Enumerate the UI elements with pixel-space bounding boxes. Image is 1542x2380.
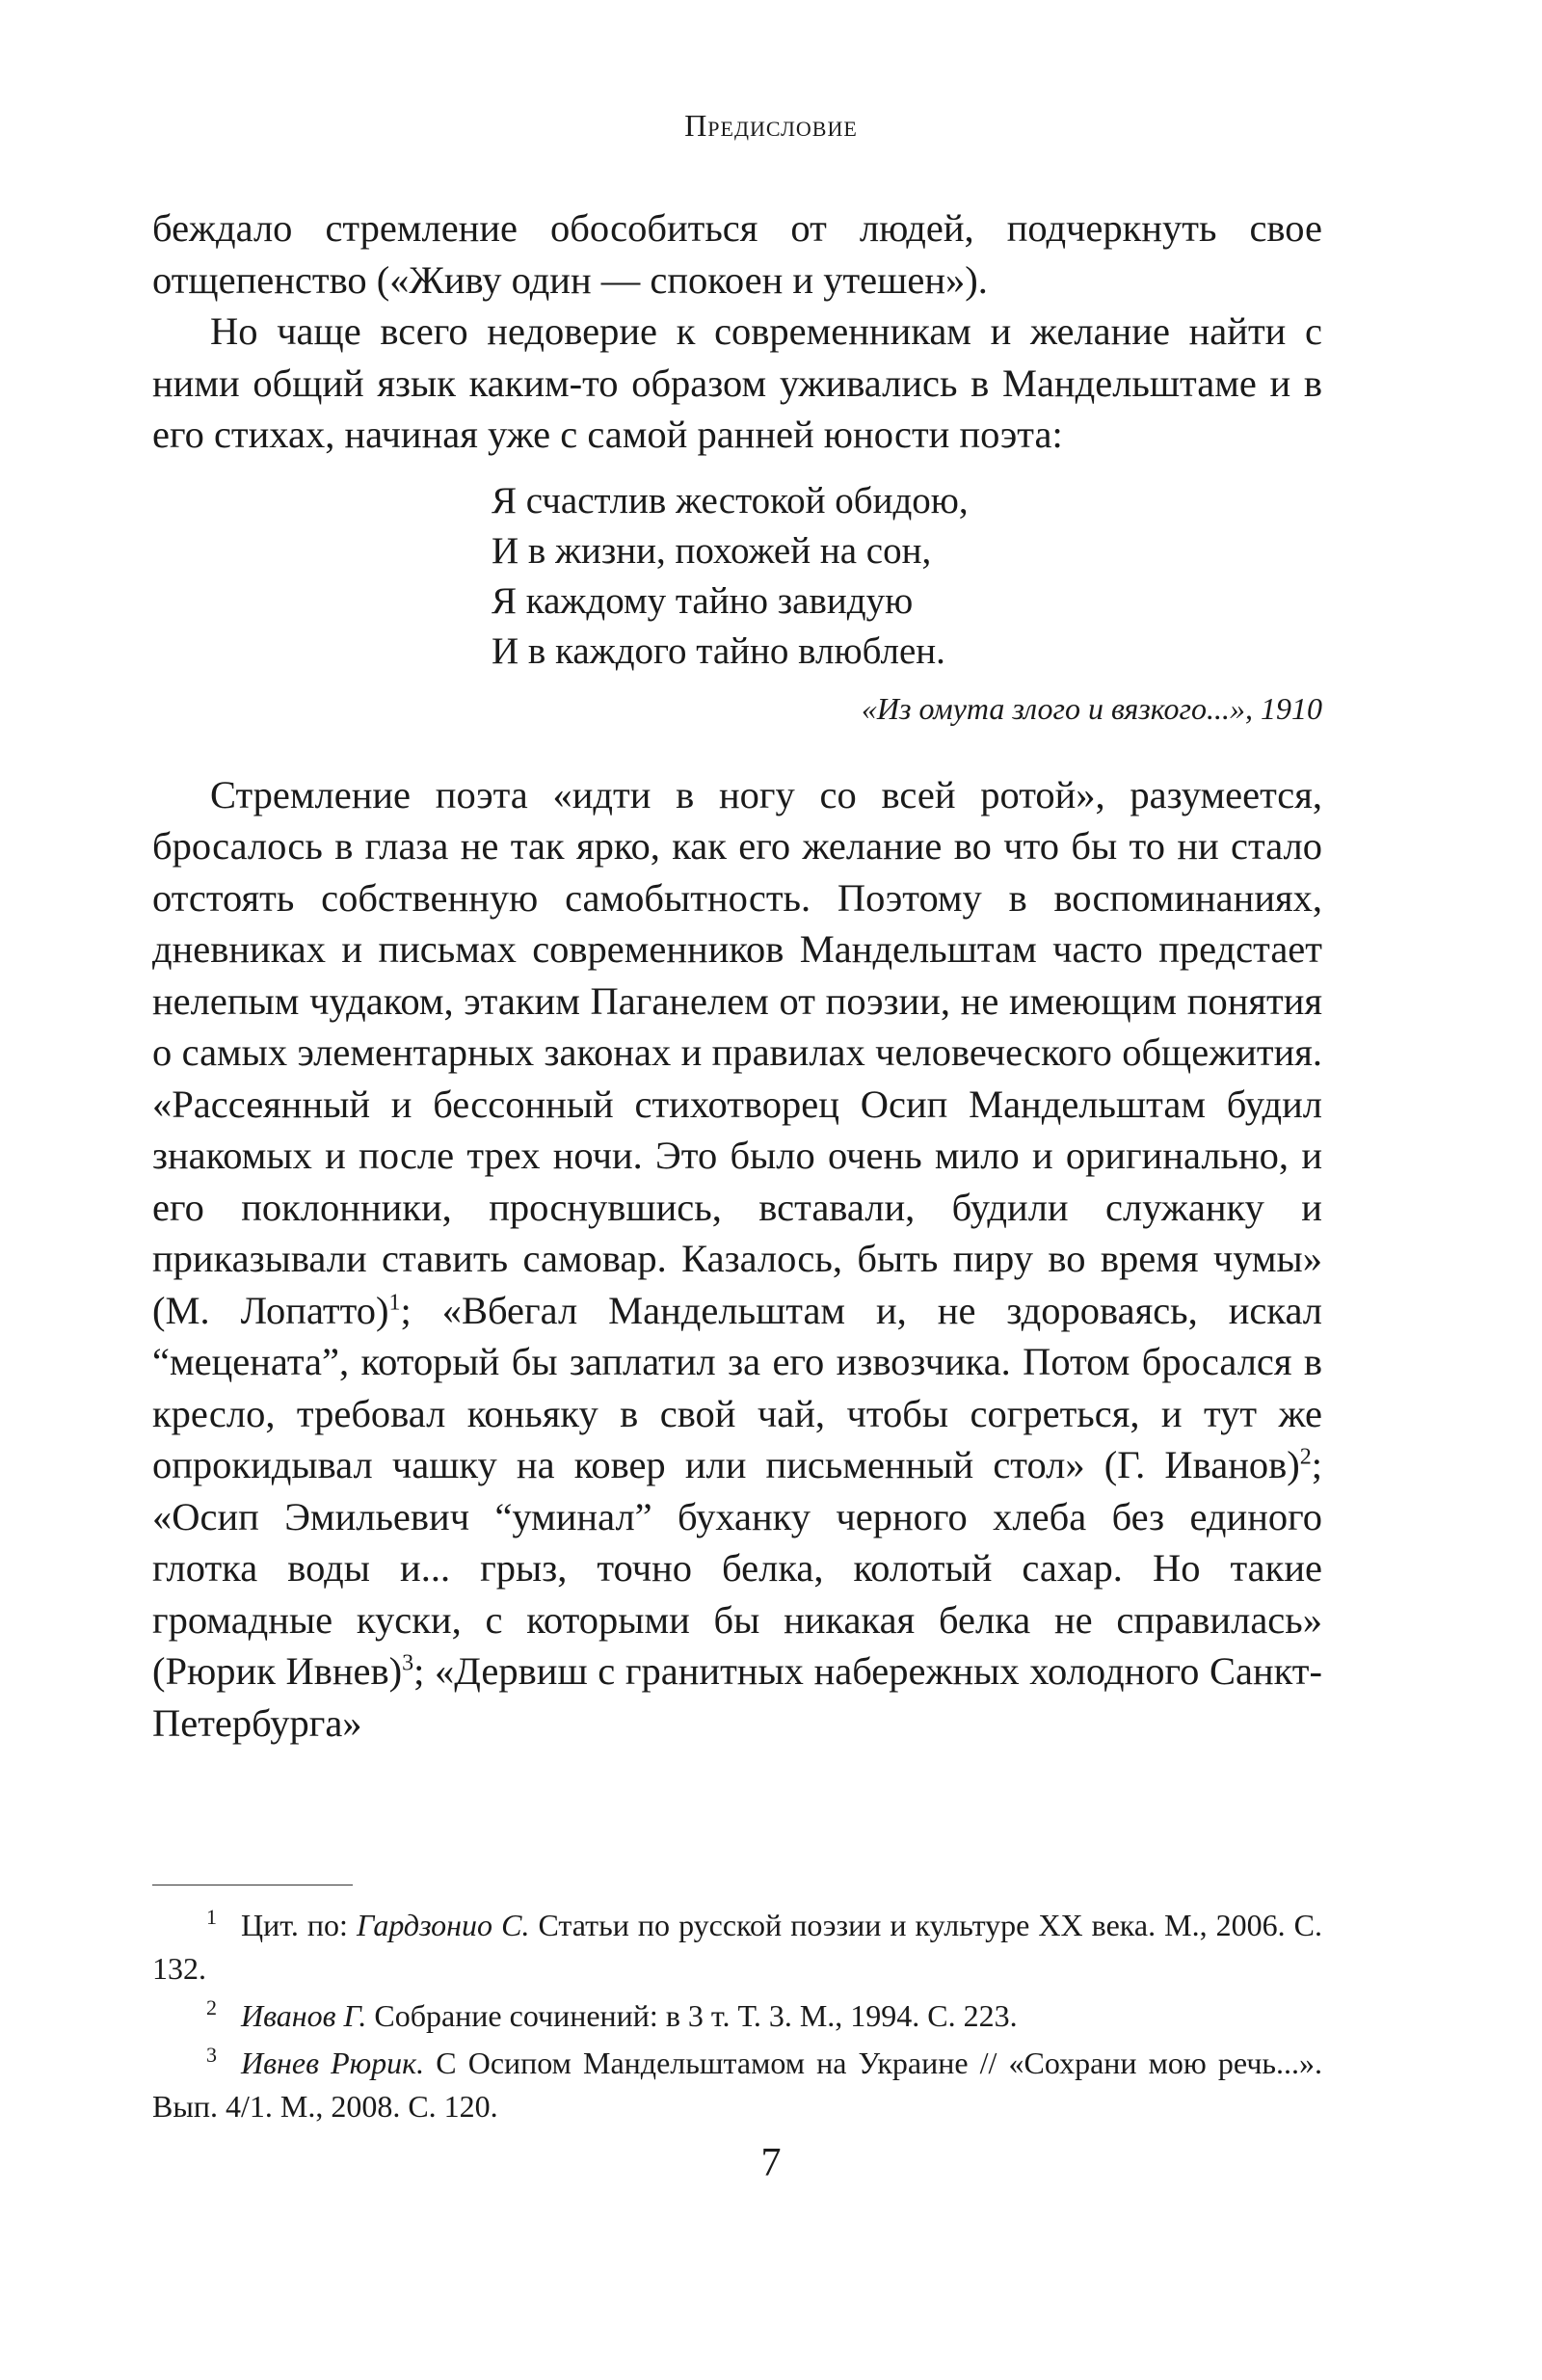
paragraph: беждало стремление обособиться от людей, подчеркнуть свое отщепенство («Живу один — спокоен и утешен»). — [152, 206, 1322, 302]
footnote-text: Статьи по русской поэзии и культуре XX века. М., 2006. С. 132. — [152, 1908, 1323, 1986]
paragraph-text: ; «Дервиш с гранитных набережных холодного Санкт-Петербурга» — [152, 1649, 1322, 1745]
footnote-ref[interactable]: 3 — [402, 1650, 414, 1676]
paragraph-text: ; «Вбегал Мандельштам и, не здороваясь, искал “мецената”, который бы заплатил за его извозчика. Потом бросался в кресло, требовал коньяку в свой чай, чтобы согреться, и тут же опрокидывал чашку на ковер или письменный стол» (Г. Иванов) — [152, 1288, 1322, 1486]
footnote: 2 Иванов Г. Собрание сочинений: в 3 т. Т. 3. М., 1994. С. 223. — [206, 1995, 1018, 2033]
poem-source-year: 1910 — [1261, 690, 1322, 726]
footnote-author: Иванов Г. — [241, 1998, 367, 2033]
poem-source: «Из омута злого и вязкого...», 1910 — [861, 690, 1322, 726]
poem-line: И в каждого тайно влюблен. — [492, 629, 945, 672]
paragraph-text: ; «Осип Эмильевич “уминал” буханку черного хлеба без единого глотка воды и... грыз, точно белка, колотый сахар. Но такие громадные куски, с которыми бы никакая белка не справилась» (Рюрик Ивнев) — [152, 1443, 1322, 1693]
poem-source-title: «Из омута злого и вязкого...» — [861, 690, 1245, 726]
footnote-ref[interactable]: 1 — [388, 1290, 401, 1315]
footnote: 3 Ивнев Рюрик. С Осипом Мандельштамом на Украине // «Сохрани мою речь...». Вып. 4/1. М., 2008. С. 120. — [152, 2043, 1323, 2124]
footnote-text: С Осипом Мандельштамом на Украине // «Сохрани мою речь...». Вып. 4/1. М., 2008. С. 120. — [152, 2046, 1323, 2124]
paragraph-text: Стремление поэта «идти в ногу со всей ротой», разумеется, бросалось в глаза не так ярко, как его желание во что бы то ни стало отстоять собственную самобытность. Поэтому в воспоминаниях, дневниках и письмах современников Мандельштам часто предстает нелепым чудаком, этаким Паганелем от поэзии, не имеющим понятия о самых элементарных законах и правилах человеческого общежития. «Рассеянный и бессонный стихотворец Осип Мандельштам будил знакомых и после трех ночи. Это было очень мило и оригинально, и его поклонники, проснувшись, вставали, будили служанку и приказывали ставить самовар. Казалось, быть пиру во время чумы» (М. Лопатто) — [152, 772, 1322, 1332]
footnote-prefix: Цит. по: — [241, 1908, 357, 1942]
main-text — [152, 202, 1322, 1749]
footnote: 1 Цит. по: Гардзонио С. Статьи по русской поэзии и культуре XX века. М., 2006. С. 132. — [152, 1905, 1323, 1986]
poem-quote — [492, 476, 1322, 677]
footnote-author: Ивнев Рюрик. — [241, 2046, 425, 2080]
footnotes — [152, 1904, 1322, 2132]
footnote-ref[interactable]: 2 — [1299, 1444, 1312, 1470]
paragraph — [152, 769, 1322, 1750]
poem-line: Я счастлив жестокой обидою, — [492, 479, 969, 521]
page-number: 7 — [760, 2141, 782, 2185]
poem-line: Я каждому тайно завидую — [492, 579, 914, 622]
footnote-text: Собрание сочинений: в 3 т. Т. 3. М., 1994. С. 223. — [366, 1998, 1018, 2033]
paragraph: Но чаще всего недоверие к современникам и желание найти с ними общий язык каким-то образом уживались в Мандельштаме и в его стихах, начиная уже с самой ранней юности поэта: — [152, 309, 1322, 456]
poem-line: И в жизни, похожей на сон, — [492, 529, 932, 572]
footnote-author: Гардзонио С. — [356, 1908, 530, 1942]
running-head: Предисловие — [684, 108, 858, 143]
